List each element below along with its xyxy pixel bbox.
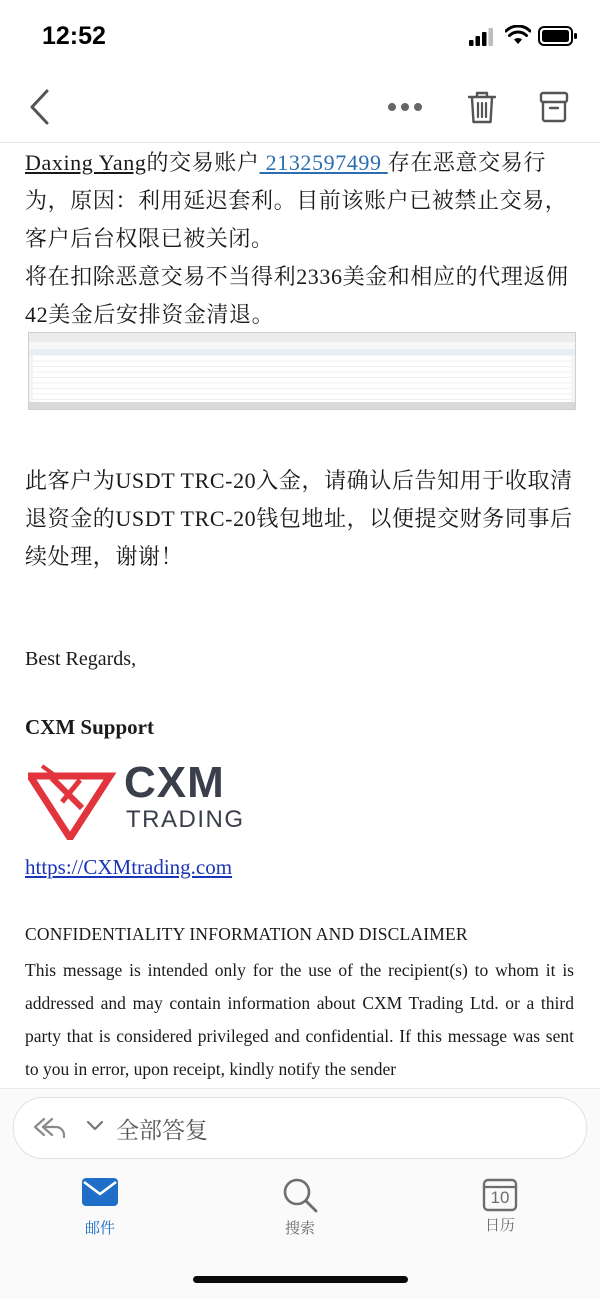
embedded-trade-history-image [28, 332, 576, 410]
mail-icon [81, 1176, 119, 1208]
logo-text-cxm: CXM [124, 758, 225, 807]
status-bar [0, 0, 600, 72]
image-table-rows [33, 356, 571, 402]
reply-placeholder: 全部答复 [116, 1118, 208, 1144]
calendar-day-number: 10 [490, 1188, 510, 1207]
home-indicator[interactable] [193, 1276, 408, 1283]
tab-search-label: 搜索 [284, 1219, 315, 1237]
paragraph-wallet-request: 此客户为USDT TRC-20入金，请确认后告知用于收取清退资金的USDT TRC-20钱包地址，以便提交财务同事后续处理，谢谢！ [25, 468, 573, 569]
text-segment: 存在恶意交易行为，原因：利用延迟套利。目前该账户已被禁止交易，客户后台权限已被关闭。 [25, 150, 568, 251]
search-icon [281, 1176, 319, 1214]
client-name-link[interactable]: Daxing Yang [25, 150, 147, 175]
tab-calendar[interactable] [440, 1176, 560, 1235]
archive-box-icon [539, 91, 569, 123]
message-body [0, 142, 600, 1088]
logo-text-trading: TRADING [126, 806, 245, 833]
wifi-icon [505, 25, 531, 45]
cellular-signal-icon [469, 28, 495, 46]
tab-search[interactable] [240, 1176, 360, 1238]
tab-calendar-label: 日历 [484, 1216, 515, 1234]
text-segment: 的交易账户 [146, 150, 260, 175]
disclaimer-title: CONFIDENTIALITY INFORMATION AND DISCLAIMER [25, 924, 468, 944]
chevron-left-icon [28, 89, 50, 125]
signature-name: CXM Support [25, 715, 154, 739]
tab-mail[interactable] [40, 1176, 160, 1238]
battery-icon [538, 26, 578, 46]
image-footer-row [29, 402, 575, 409]
paragraph-refund: 将在扣除恶意交易不当得利2336美金和相应的代理返佣42美金后安排资金清退。 [25, 264, 569, 327]
reply-bar [0, 1088, 600, 1171]
calendar-icon [482, 1176, 518, 1212]
website-link[interactable]: https://CXMtrading.com [25, 855, 233, 879]
chevron-down-icon[interactable] [86, 1120, 104, 1132]
ellipsis-icon [387, 102, 423, 112]
status-time: 12:52 [42, 22, 106, 50]
message-toolbar [0, 72, 600, 143]
disclaimer-text: This message is intended only for the use of the recipient(s) to whom it is addressed and may contain information about CXM Trading Ltd. or a third party that is considered privileged and confidential. If this message was sent to you in error, upon receipt, kindly notify the sender [25, 960, 574, 1079]
tab-mail-label: 邮件 [84, 1219, 115, 1237]
reply-all-field[interactable] [13, 1097, 587, 1159]
more-button[interactable] [380, 72, 430, 142]
archive-button[interactable] [530, 72, 578, 142]
paragraph-account-notice [25, 144, 580, 258]
cxm-trading-logo [28, 758, 245, 840]
closing-regards: Best Regards, [25, 648, 137, 670]
image-header-row [29, 349, 575, 355]
account-number-link[interactable]: 2132597499 [259, 150, 388, 175]
trash-icon [467, 90, 497, 124]
reply-all-icon [32, 1116, 66, 1138]
back-button[interactable] [14, 72, 64, 142]
delete-button[interactable] [458, 72, 506, 142]
